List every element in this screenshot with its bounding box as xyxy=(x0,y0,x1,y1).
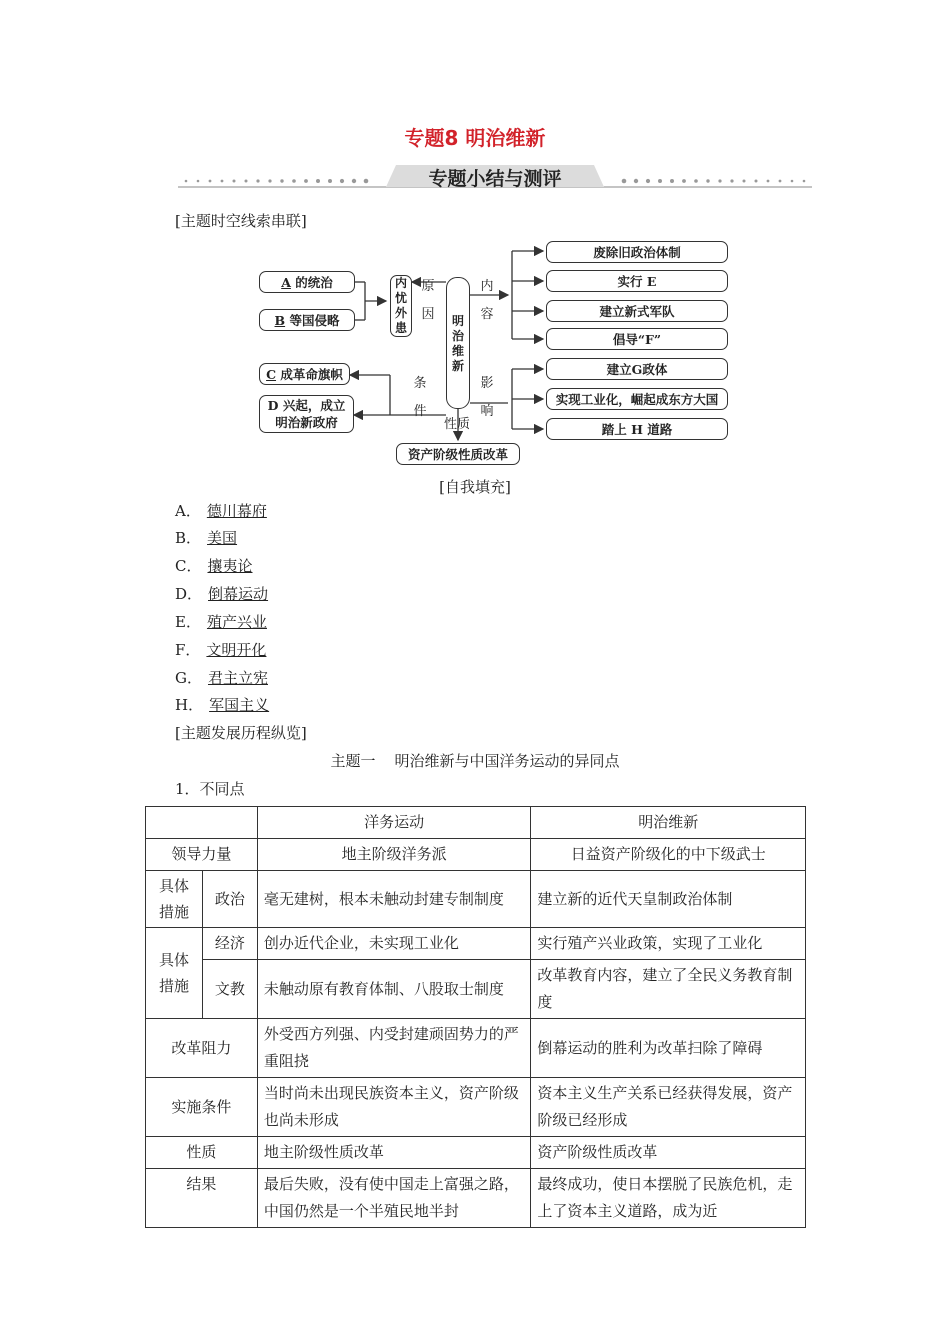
fill-item xyxy=(175,667,268,691)
box-content-2: 实行 E xyxy=(546,270,728,292)
fill-letter: H． xyxy=(175,696,204,714)
cell-meiji: 日益资产阶级化的中下级武士 xyxy=(531,839,806,871)
table-row xyxy=(146,1137,806,1169)
row-label: 文教 xyxy=(202,960,257,1019)
table-row xyxy=(146,928,806,960)
box-influence-1: 建立G政体 xyxy=(546,358,728,380)
topic-heading: 主题一 明治维新与中国洋务运动的异同点 xyxy=(330,752,620,770)
cell-meiji: 实行殖产兴业政策，实现了工业化 xyxy=(531,928,806,960)
cell-meiji: 改革教育内容，建立了全民义务教育制度 xyxy=(531,960,806,1019)
label-content: 内容 xyxy=(480,279,494,322)
row-label: 政治 xyxy=(202,871,257,928)
box-content-4: 倡导“F” xyxy=(546,328,728,350)
cell-yangwu: 地主阶级性质改革 xyxy=(257,1137,531,1169)
cell-yangwu: 地主阶级洋务派 xyxy=(257,839,531,871)
box-condition-d xyxy=(259,395,354,433)
fill-item xyxy=(175,639,266,663)
concept-diagram xyxy=(250,235,740,470)
blank-c: C xyxy=(266,366,277,382)
row-label: 改革阻力 xyxy=(146,1019,258,1078)
fill-item xyxy=(175,611,267,635)
box-inner-outer-trouble xyxy=(390,275,412,337)
center-box-meiji xyxy=(446,277,470,409)
fill-answer: 美国 xyxy=(207,529,238,547)
box-condition-c xyxy=(259,363,350,385)
row-group-label: 具体措施 xyxy=(146,871,203,928)
box-content-1: 废除旧政治体制 xyxy=(546,241,728,263)
table-row xyxy=(146,839,806,871)
fill-answer: 君主立宪 xyxy=(207,669,268,687)
table-row xyxy=(146,1019,806,1078)
blank-b: B xyxy=(274,312,286,328)
table-header-row xyxy=(146,807,806,839)
page-title: 专题8 明治维新 xyxy=(404,126,546,150)
cell-meiji: 倒幕运动的胜利为改革扫除了障碍 xyxy=(531,1019,806,1078)
box-inner-outer-trouble-text: 内忧外患 xyxy=(394,276,407,335)
fill-letter: C． xyxy=(175,557,202,575)
label-condition: 条件 xyxy=(413,376,427,419)
box-cause-a-text: 的统治 xyxy=(295,274,333,290)
fill-item xyxy=(175,555,253,579)
box-condition-c-text: 成革命旗帜 xyxy=(280,366,343,382)
center-box-meiji-text: 明治维新 xyxy=(451,314,464,373)
table-row xyxy=(146,1169,806,1228)
box-cause-b-text: 等国侵略 xyxy=(289,312,340,328)
cell-meiji: 资本主义生产关系已经获得发展，资产阶级已经形成 xyxy=(531,1078,806,1137)
label-influence: 影响 xyxy=(480,376,494,419)
fill-letter: B． xyxy=(175,529,202,547)
fill-letter: E． xyxy=(175,613,201,631)
fill-letter: G． xyxy=(175,669,202,687)
box-condition-d-line1: D 兴起，成立 xyxy=(267,398,346,413)
cell-yangwu: 未触动原有教育体制、八股取士制度 xyxy=(257,960,531,1019)
fill-answer: 倒幕运动 xyxy=(208,585,269,603)
box-influence-2: 实现工业化，崛起成东方大国 xyxy=(546,388,728,410)
cell-yangwu: 毫无建树，根本未触动封建专制制度 xyxy=(257,871,531,928)
row-label: 实施条件 xyxy=(146,1078,258,1137)
table-corner xyxy=(146,807,258,839)
fill-letter: F． xyxy=(175,641,201,659)
table-row xyxy=(146,1078,806,1137)
box-condition-d-line2: 明治新政府 xyxy=(275,415,338,430)
section-label-timeline: [主题时空线索串联] xyxy=(175,212,307,230)
fill-answer: 文明开化 xyxy=(206,641,267,659)
cell-meiji: 资产阶级性质改革 xyxy=(531,1137,806,1169)
section-label-overview: [主题发展历程纵览] xyxy=(175,724,307,742)
cell-yangwu: 最后失败，没有使中国走上富强之路，中国仍然是一个半殖民地半封 xyxy=(257,1169,531,1228)
point-heading: 1．不同点 xyxy=(175,780,245,798)
row-label: 性质 xyxy=(146,1137,258,1169)
cell-yangwu: 当时尚未出现民族资本主义，资产阶级也尚未形成 xyxy=(257,1078,531,1137)
box-content-3: 建立新式军队 xyxy=(546,300,728,322)
banner-title: 专题小结与测评 xyxy=(428,168,562,190)
box-influence-3: 踏上 H 道路 xyxy=(546,418,728,440)
label-cause: 原因 xyxy=(421,279,435,322)
cell-yangwu: 外受西方列强、内受封建顽固势力的严重阻挠 xyxy=(257,1019,531,1078)
fill-item xyxy=(175,500,267,524)
fill-letter: A． xyxy=(175,502,201,520)
fill-answer: 殖产兴业 xyxy=(206,613,267,631)
section-label-self-fill: [自我填充] xyxy=(439,478,511,496)
row-label: 结果 xyxy=(146,1169,258,1228)
row-group-label: 具体措施 xyxy=(146,928,203,1019)
fill-item xyxy=(175,527,237,551)
row-label: 经济 xyxy=(202,928,257,960)
fill-letter: D． xyxy=(175,585,203,603)
cell-yangwu: 创办近代企业，未实现工业化 xyxy=(257,928,531,960)
table-row xyxy=(146,960,806,1019)
box-nature: 资产阶级性质改革 xyxy=(396,443,520,465)
fill-answer: 攘夷论 xyxy=(207,557,253,575)
cell-meiji: 最终成功，使日本摆脱了民族危机，走上了资本主义道路，成为近 xyxy=(531,1169,806,1228)
comparison-table xyxy=(145,806,806,1228)
fill-item xyxy=(175,583,268,607)
fill-answer: 军国主义 xyxy=(209,696,270,714)
row-label: 领导力量 xyxy=(146,839,258,871)
cell-meiji: 建立新的近代天皇制政治体制 xyxy=(531,871,806,928)
label-nature: 性质 xyxy=(444,417,471,432)
table-col-header: 洋务运动 xyxy=(257,807,531,839)
table-row xyxy=(146,871,806,928)
box-cause-a xyxy=(259,271,355,293)
box-cause-b xyxy=(259,309,355,331)
table-col-header: 明治维新 xyxy=(531,807,806,839)
section-banner xyxy=(178,160,812,192)
fill-item xyxy=(175,694,269,718)
blank-a: A xyxy=(281,274,291,290)
fill-answer: 德川幕府 xyxy=(206,502,267,520)
